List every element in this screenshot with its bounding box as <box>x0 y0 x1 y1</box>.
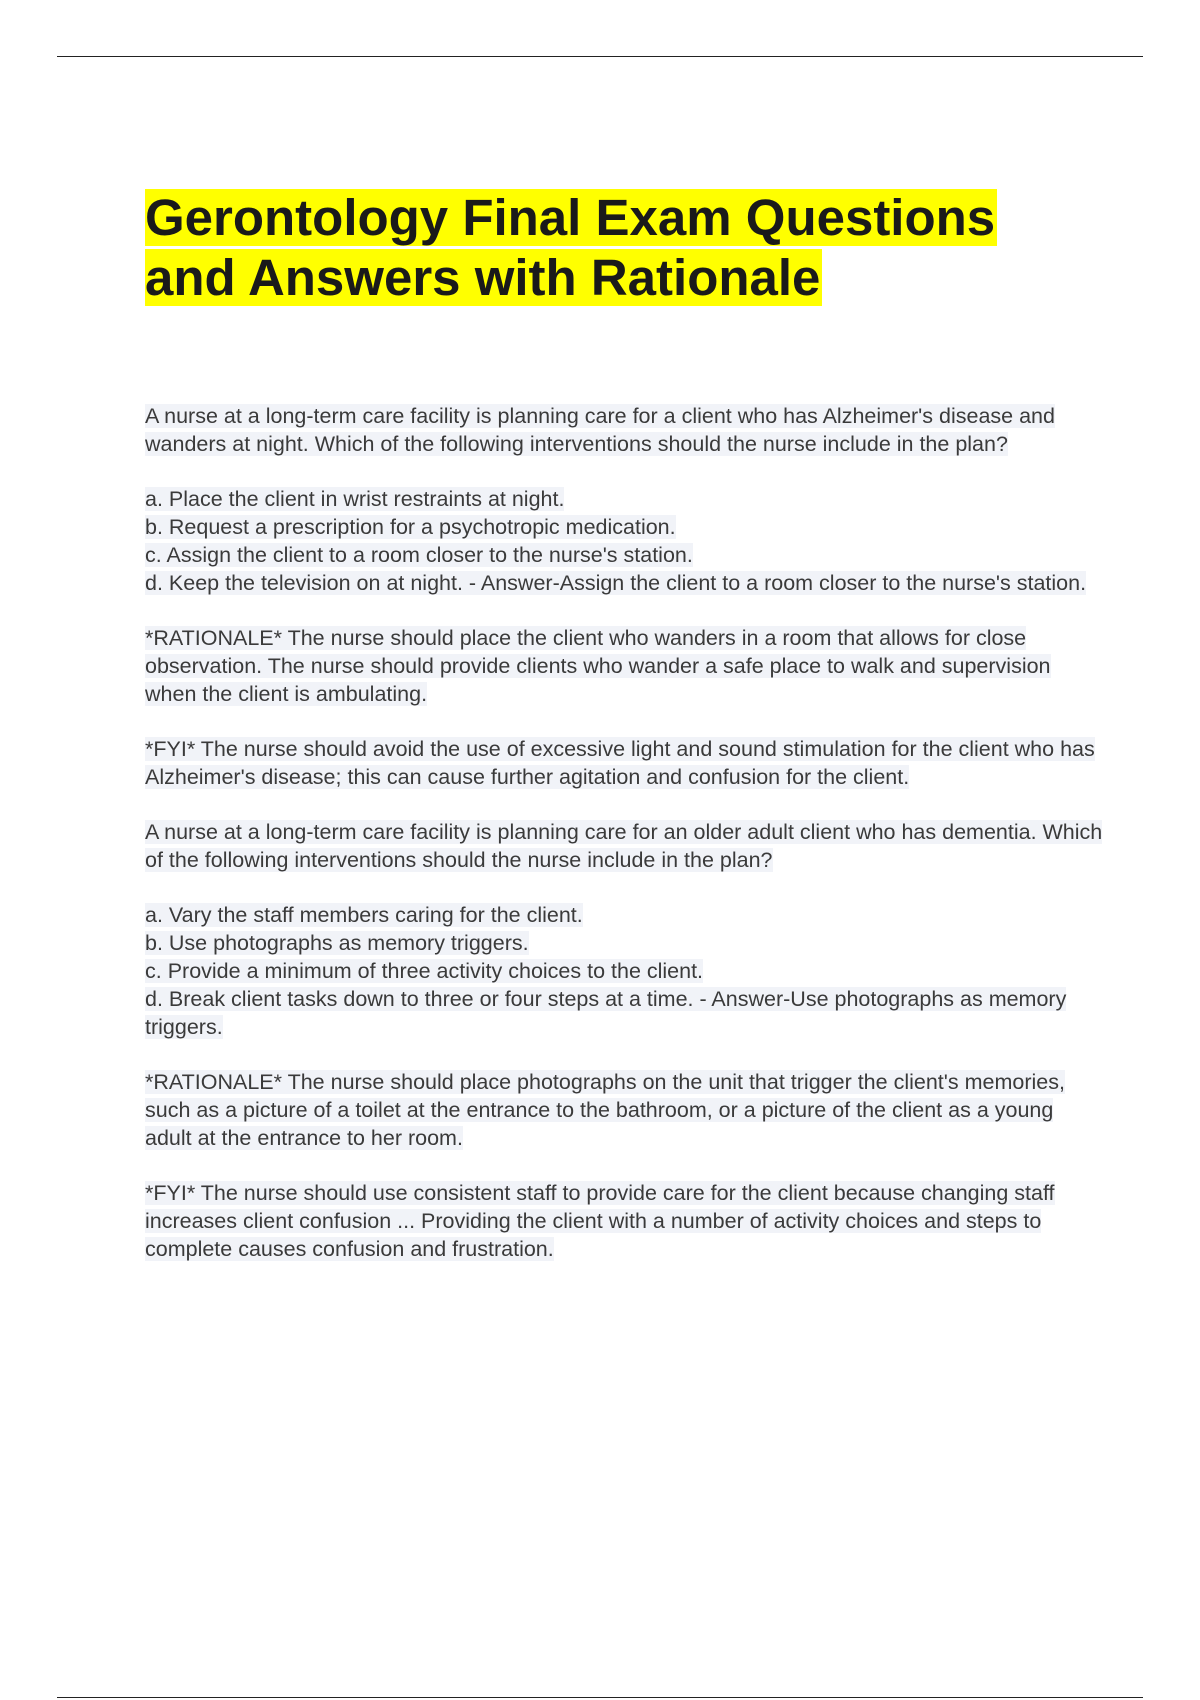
answer-text: - Answer-Use photographs as memory triggers. <box>145 987 1067 1039</box>
question-text: A nurse at a long-term care facility is planning care for a client who has Alzheimer's disease and wanders at night. Which of the following interventions should the nurse include in the plan? <box>145 404 1055 456</box>
option-d: d. Break client tasks down to three or four steps at a time. - Answer-Use photographs as memory triggers. <box>145 987 1067 1039</box>
title-highlight: Gerontology Final Exam Questions and Answers with Rationale <box>145 189 996 306</box>
answer-text: - Answer-Assign the client to a room closer to the nurse's station. <box>462 571 1087 595</box>
document-body <box>145 402 1105 1290</box>
answer-options <box>145 485 1105 597</box>
top-rule <box>57 56 1143 57</box>
page-title <box>145 188 1045 308</box>
option-b: b. Request a prescription for a psychotropic medication. <box>145 515 676 539</box>
rationale-text: *RATIONALE* The nurse should place the client who wanders in a room that allows for close observation. The nurse should provide clients who wander a safe place to walk and supervision when the client is ambulating. <box>145 626 1051 706</box>
bottom-rule <box>57 1697 1143 1698</box>
option-a: a. Place the client in wrist restraints at night. <box>145 487 565 511</box>
option-b: b. Use photographs as memory triggers. <box>145 931 529 955</box>
option-a: a. Vary the staff members caring for the client. <box>145 903 583 927</box>
rationale-text: *RATIONALE* The nurse should place photographs on the unit that trigger the client's memories, such as a picture of a toilet at the entrance to the bathroom, or a picture of the client as a young adult at the entrance to her room. <box>145 1070 1065 1150</box>
option-d: d. Keep the television on at night. - Answer-Assign the client to a room closer to the nurse's station. <box>145 571 1087 595</box>
fyi-text: *FYI* The nurse should use consistent staff to provide care for the client because changing staff increases client confusion ... Providing the client with a number of activity choices and steps to complete causes confusion and frustration. <box>145 1181 1055 1261</box>
option-c: c. Assign the client to a room closer to the nurse's station. <box>145 543 693 567</box>
option-c: c. Provide a minimum of three activity choices to the client. <box>145 959 704 983</box>
answer-options <box>145 901 1105 1041</box>
question-text: A nurse at a long-term care facility is planning care for an older adult client who has dementia. Which of the following interventions should the nurse include in the plan? <box>145 820 1103 872</box>
fyi-text: *FYI* The nurse should avoid the use of excessive light and sound stimulation for the client who has Alzheimer's disease; this can cause further agitation and confusion for the client. <box>145 737 1095 789</box>
